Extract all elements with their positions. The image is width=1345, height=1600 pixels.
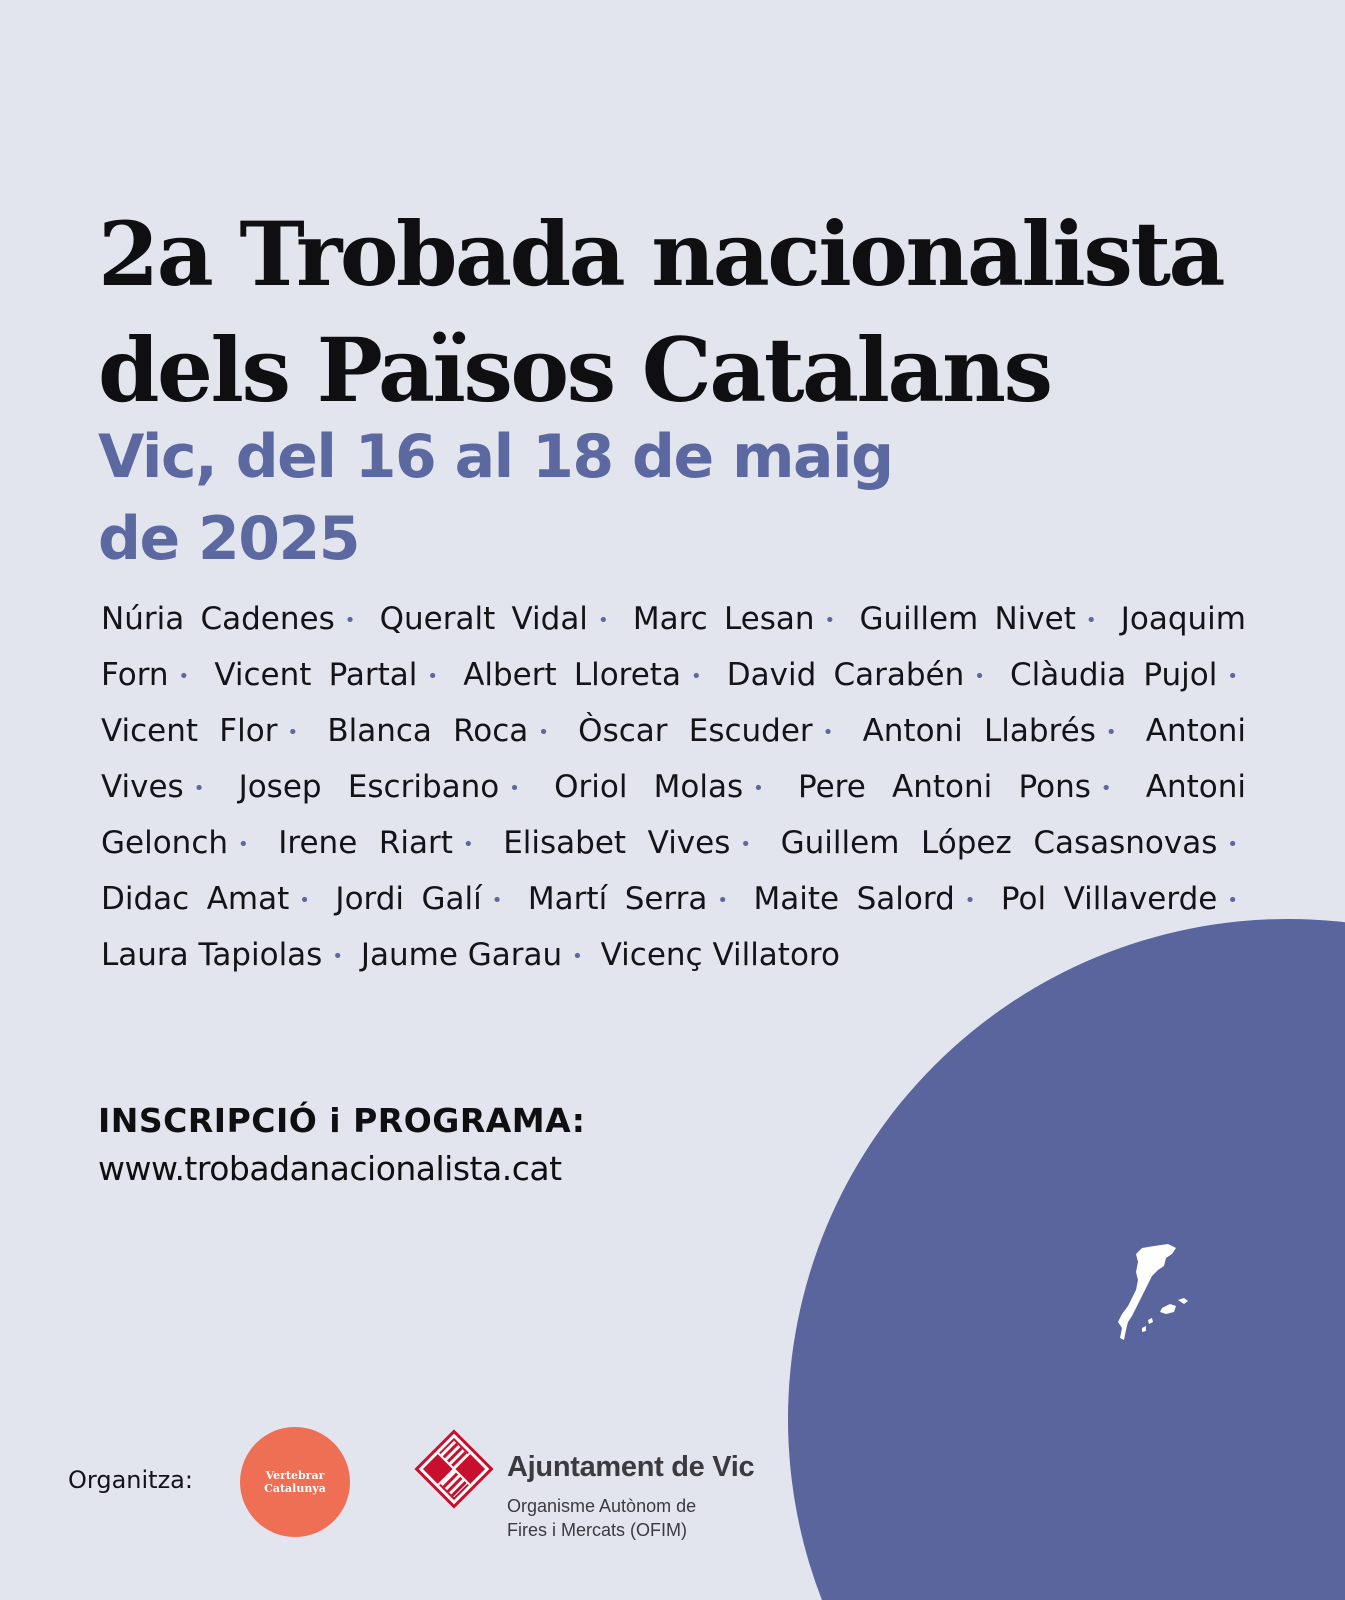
separator-dot-icon: • <box>193 778 205 799</box>
registration-label: INSCRIPCIÓ i PROGRAMA: <box>98 1101 586 1140</box>
separator-dot-icon: • <box>690 666 702 687</box>
speaker-item <box>781 825 1246 861</box>
speaker-item <box>503 825 759 861</box>
separator-dot-icon: • <box>538 722 549 743</box>
event-date-location <box>98 416 893 580</box>
title-line-2: dels Països Catalans <box>98 318 1051 422</box>
speaker-name: Jaume Garau <box>360 937 563 973</box>
speaker-item <box>380 601 617 637</box>
separator-dot-icon: • <box>344 610 356 631</box>
speaker-name: Jordi Galí <box>335 881 482 917</box>
subtitle-line-1: Vic, del 16 al 18 de maig <box>98 422 893 492</box>
speaker-name: Antoni Gelonch <box>101 769 1246 861</box>
ajuntament-name: Ajuntament de Vic <box>507 1451 755 1483</box>
speaker-name: Núria Cadenes <box>101 601 335 637</box>
separator-dot-icon: • <box>964 890 976 911</box>
separator-dot-icon: • <box>509 778 520 799</box>
speaker-item <box>528 881 736 917</box>
speaker-item <box>101 713 306 749</box>
speaker-item <box>859 601 1104 637</box>
speaker-name: Oriol Molas <box>554 769 744 805</box>
separator-dot-icon: • <box>462 834 474 855</box>
organizers-label: Organitza: <box>68 1466 193 1494</box>
speaker-item <box>863 713 1125 749</box>
speaker-name: Albert Lloreta <box>463 657 681 693</box>
separator-dot-icon: • <box>287 722 299 743</box>
speaker-name: Guillem López Casasnovas <box>780 825 1218 861</box>
speaker-item <box>101 601 363 637</box>
speaker-name: Clàudia Pujol <box>1010 657 1218 693</box>
speaker-name: Guillem Nivet <box>859 601 1076 637</box>
separator-dot-icon: • <box>572 946 583 967</box>
vertebrar-logo-line-1: Vertebrar <box>265 1469 325 1482</box>
speaker-item <box>601 937 840 973</box>
decorative-circle <box>788 919 1345 1600</box>
speaker-item <box>214 657 446 693</box>
separator-dot-icon: • <box>1105 722 1117 743</box>
ajuntament-sub-line-1: Organisme Autònom de <box>507 1496 697 1516</box>
speaker-name: Queralt Vidal <box>379 601 588 637</box>
speaker-item <box>798 769 1119 805</box>
speaker-name: Vicenç Villatoro <box>600 937 840 973</box>
separator-dot-icon: • <box>1100 778 1112 799</box>
speaker-item <box>278 825 481 861</box>
separator-dot-icon: • <box>974 666 985 687</box>
separator-dot-icon: • <box>1227 666 1238 687</box>
speaker-item <box>754 881 984 917</box>
speaker-name: Joaquim Forn <box>101 601 1246 693</box>
vertebrar-logo-line-2: Catalunya <box>264 1482 326 1495</box>
speaker-item <box>327 713 557 749</box>
speaker-name: Laura Tapiolas <box>101 937 323 973</box>
ajuntament-sub-line-2: Fires i Mercats (OFIM) <box>507 1520 687 1540</box>
separator-dot-icon: • <box>824 610 836 631</box>
speaker-item <box>1001 881 1246 917</box>
speaker-item <box>239 769 528 805</box>
separator-dot-icon: • <box>753 778 764 799</box>
title-line-1: 2a Trobada nacionalista <box>98 202 1224 306</box>
speaker-item <box>361 937 591 973</box>
speaker-name: David Carabén <box>726 657 965 693</box>
speaker-name: Martí Serra <box>527 881 708 917</box>
registration-link[interactable]: www.trobadanacionalista.cat <box>98 1149 562 1188</box>
speaker-name: Blanca Roca <box>327 713 529 749</box>
separator-dot-icon: • <box>332 946 343 967</box>
separator-dot-icon: • <box>740 834 751 855</box>
subtitle-line-2: de 2025 <box>98 504 360 574</box>
speaker-item <box>1010 657 1246 693</box>
speaker-item <box>335 881 510 917</box>
vic-coat-of-arms-icon <box>412 1427 496 1511</box>
speaker-name: Irene Riart <box>278 825 453 861</box>
separator-dot-icon: • <box>717 890 729 911</box>
separator-dot-icon: • <box>1227 834 1239 855</box>
separator-dot-icon: • <box>491 890 503 911</box>
separator-dot-icon: • <box>427 666 439 687</box>
speaker-name: Òscar Escuder <box>578 713 813 749</box>
separator-dot-icon: • <box>1227 890 1238 911</box>
speaker-name: Vicent Flor <box>101 713 278 749</box>
speaker-item <box>727 657 993 693</box>
speaker-name: Antoni Llabrés <box>862 713 1096 749</box>
speaker-item <box>101 937 351 973</box>
separator-dot-icon: • <box>238 834 249 855</box>
paisos-catalans-map-icon <box>1118 1244 1218 1354</box>
speaker-list <box>101 592 1246 984</box>
speaker-name: Elisabet Vives <box>503 825 731 861</box>
separator-dot-icon: • <box>822 722 834 743</box>
vertebrar-catalunya-logo <box>240 1427 350 1537</box>
speaker-name: Marc Lesan <box>632 601 815 637</box>
speaker-item <box>578 713 841 749</box>
speaker-name: Maite Salord <box>753 881 955 917</box>
speaker-name: Josep Escribano <box>238 769 500 805</box>
separator-dot-icon: • <box>597 610 609 631</box>
speaker-name: Antoni Vives <box>101 713 1247 805</box>
speaker-name: Vicent Partal <box>214 657 418 693</box>
separator-dot-icon: • <box>1085 610 1097 631</box>
speaker-name: Didac Amat <box>101 881 290 917</box>
separator-dot-icon: • <box>178 666 190 687</box>
speaker-item <box>554 769 772 805</box>
speaker-name: Pere Antoni Pons <box>798 769 1091 805</box>
page-title <box>98 196 1318 428</box>
speaker-item <box>463 657 709 693</box>
separator-dot-icon: • <box>299 890 310 911</box>
ajuntament-subtitle <box>507 1494 696 1542</box>
speaker-name: Pol Villaverde <box>1000 881 1218 917</box>
speaker-item <box>633 601 843 637</box>
speaker-item <box>101 881 318 917</box>
